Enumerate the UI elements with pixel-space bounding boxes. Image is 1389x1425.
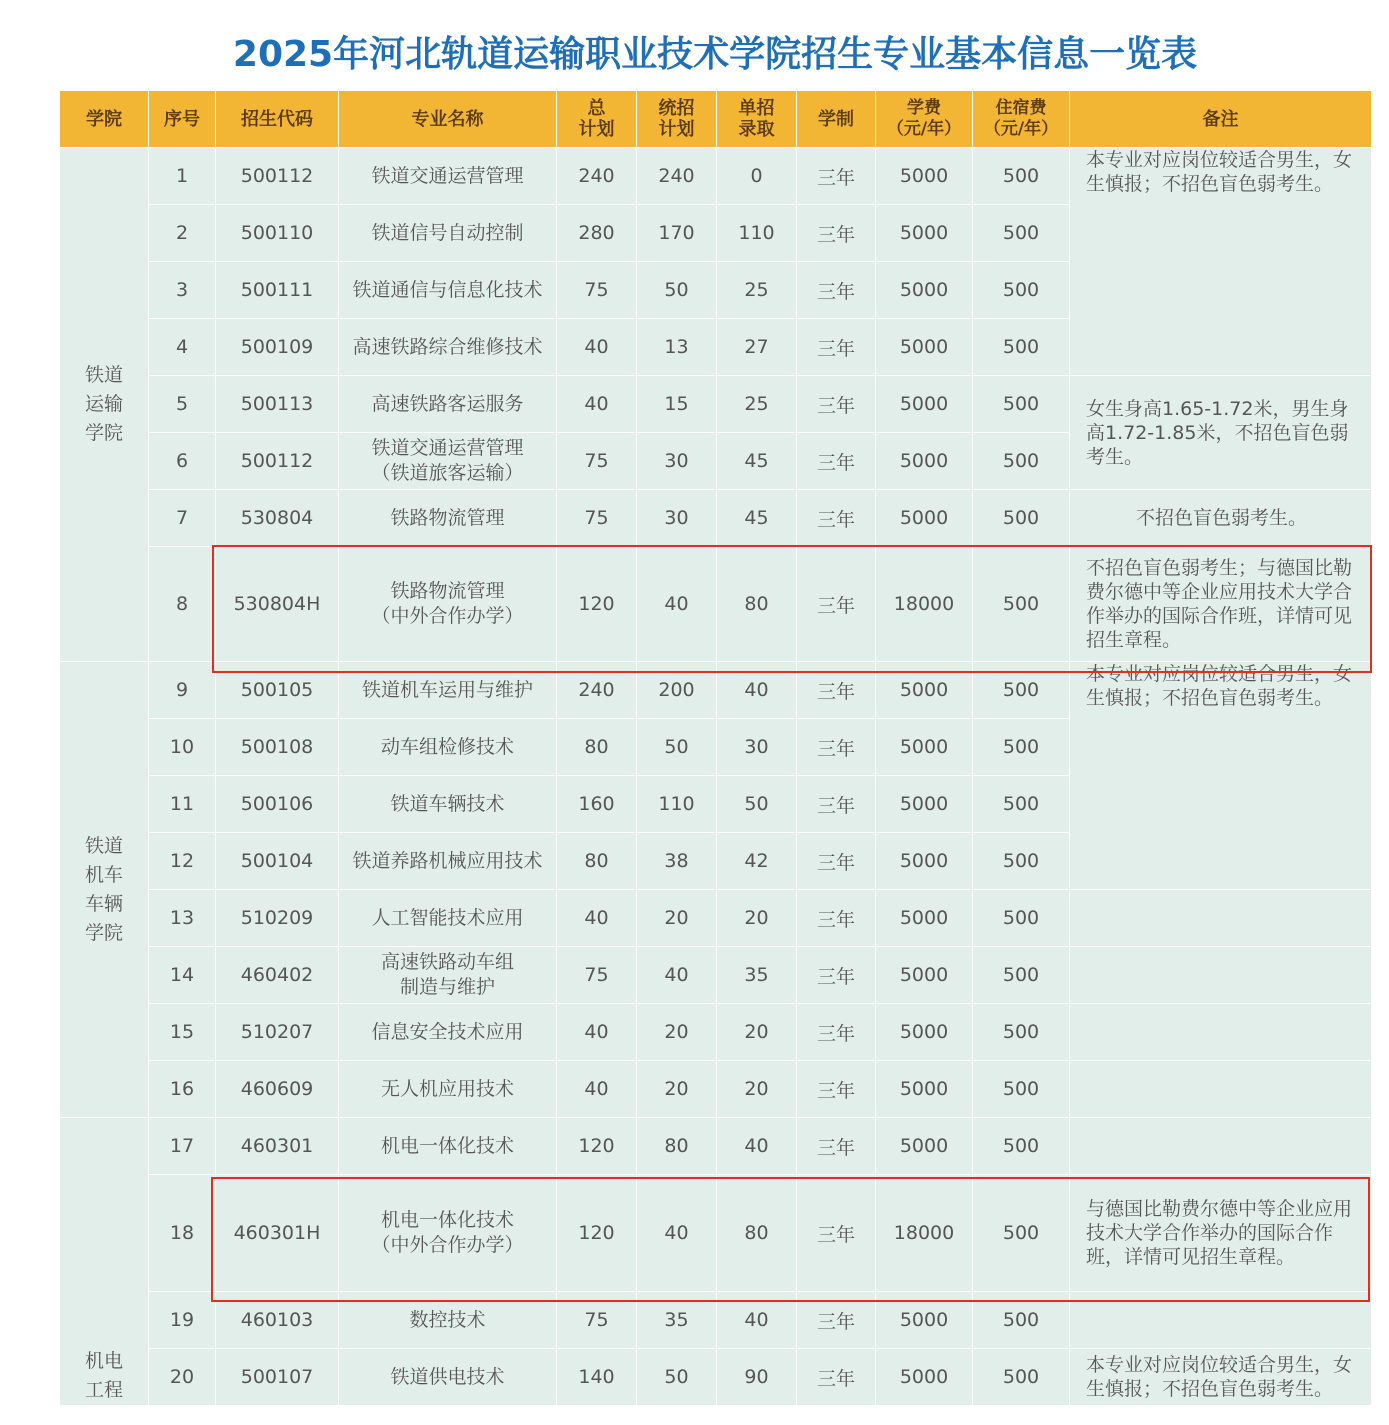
cell-dorm: 500 <box>973 1175 1070 1292</box>
note-cell: 不招色盲色弱考生；与德国比勒费尔德中等企业应用技术大学合作举办的国际合作班，详情可见招生章程。 <box>1070 547 1372 662</box>
cell-seq: 1 <box>149 148 216 205</box>
table-row <box>60 1061 1372 1118</box>
cell-seq: 8 <box>149 547 216 662</box>
cell-dorm: 500 <box>973 662 1070 719</box>
cell-code: 510207 <box>216 1004 339 1061</box>
table-row <box>60 890 1372 947</box>
cell-tuition: 5000 <box>876 490 973 547</box>
cell-tuition: 5000 <box>876 1349 973 1406</box>
cell-tuition: 18000 <box>876 1175 973 1292</box>
header-row <box>60 91 1372 148</box>
table-row <box>60 490 1372 547</box>
cell-name: 机电一体化技术 <box>339 1118 557 1175</box>
cell-duration: 三年 <box>797 662 876 719</box>
header-note: 备注 <box>1070 91 1372 148</box>
note-cell: 本专业对应岗位较适合男生，女生慎报；不招色盲色弱考生。 <box>1070 662 1372 890</box>
cell-tuition: 5000 <box>876 719 973 776</box>
cell-total: 40 <box>557 1061 637 1118</box>
cell-code: 460103 <box>216 1292 339 1349</box>
cell-seq: 3 <box>149 262 216 319</box>
cell-unified: 20 <box>637 890 717 947</box>
cell-name: 数控技术 <box>339 1292 557 1349</box>
cell-name: 机电一体化技术 （中外合作办学） <box>339 1175 557 1292</box>
cell-duration: 三年 <box>797 1292 876 1349</box>
note-cell <box>1070 890 1372 947</box>
cell-tuition: 5000 <box>876 1118 973 1175</box>
cell-unified: 110 <box>637 776 717 833</box>
cell-tuition: 5000 <box>876 1004 973 1061</box>
cell-dorm: 500 <box>973 319 1070 376</box>
cell-name: 铁道信号自动控制 <box>339 205 557 262</box>
cell-dorm: 500 <box>973 376 1070 433</box>
note-cell <box>1070 1292 1372 1349</box>
cell-tuition: 5000 <box>876 433 973 490</box>
cell-seq: 9 <box>149 662 216 719</box>
cell-code: 510209 <box>216 890 339 947</box>
cell-total: 75 <box>557 1292 637 1349</box>
table-row <box>60 947 1372 1004</box>
cell-code: 460301 <box>216 1118 339 1175</box>
cell-total: 120 <box>557 1175 637 1292</box>
note-cell <box>1070 947 1372 1004</box>
cell-name: 铁道车辆技术 <box>339 776 557 833</box>
table-row <box>60 1349 1372 1406</box>
cell-code: 500111 <box>216 262 339 319</box>
cell-name: 铁道交通运营管理 <box>339 148 557 205</box>
header-total: 总 计划 <box>557 91 637 148</box>
note-cell: 本专业对应岗位较适合男生，女生慎报；不招色盲色弱考生。 <box>1070 148 1372 376</box>
note-cell: 本专业对应岗位较适合男生，女生慎报；不招色盲色弱考生。 <box>1070 1349 1372 1406</box>
cell-dorm: 500 <box>973 547 1070 662</box>
cell-name: 铁道供电技术 <box>339 1349 557 1406</box>
cell-total: 75 <box>557 262 637 319</box>
cell-dorm: 500 <box>973 1061 1070 1118</box>
cell-total: 40 <box>557 890 637 947</box>
cell-single: 110 <box>717 205 797 262</box>
cell-tuition: 5000 <box>876 148 973 205</box>
cell-seq: 12 <box>149 833 216 890</box>
note-cell: 不招色盲色弱考生。 <box>1070 490 1372 547</box>
cell-tuition: 5000 <box>876 319 973 376</box>
cell-dorm: 500 <box>973 433 1070 490</box>
cell-total: 80 <box>557 833 637 890</box>
cell-name: 动车组检修技术 <box>339 719 557 776</box>
cell-duration: 三年 <box>797 1061 876 1118</box>
cell-dorm: 500 <box>973 1292 1070 1349</box>
cell-code: 500113 <box>216 376 339 433</box>
cell-single: 80 <box>717 547 797 662</box>
cell-name: 铁道养路机械应用技术 <box>339 833 557 890</box>
school-cell: 铁道 运输 学院 <box>60 148 149 662</box>
note-cell <box>1070 1061 1372 1118</box>
cell-unified: 13 <box>637 319 717 376</box>
cell-duration: 三年 <box>797 319 876 376</box>
cell-single: 0 <box>717 148 797 205</box>
page-title: 2025年河北轨道运输职业技术学院招生专业基本信息一览表 <box>232 34 1198 75</box>
table-row <box>60 1292 1372 1349</box>
cell-tuition: 5000 <box>876 1292 973 1349</box>
cell-single: 20 <box>717 1061 797 1118</box>
note-cell: 女生身高1.65-1.72米，男生身高1.72-1.85米，不招色盲色弱考生。 <box>1070 376 1372 490</box>
cell-dorm: 500 <box>973 490 1070 547</box>
header-dorm: 住宿费 （元/年） <box>973 91 1070 148</box>
cell-single: 20 <box>717 890 797 947</box>
cell-dorm: 500 <box>973 205 1070 262</box>
header-code: 招生代码 <box>216 91 339 148</box>
cell-seq: 18 <box>149 1175 216 1292</box>
cell-single: 30 <box>717 719 797 776</box>
cell-duration: 三年 <box>797 376 876 433</box>
cell-single: 90 <box>717 1349 797 1406</box>
cell-code: 500108 <box>216 719 339 776</box>
cell-total: 120 <box>557 1118 637 1175</box>
cell-duration: 三年 <box>797 490 876 547</box>
cell-tuition: 5000 <box>876 947 973 1004</box>
cell-duration: 三年 <box>797 1118 876 1175</box>
table-row <box>60 547 1372 662</box>
cell-name: 无人机应用技术 <box>339 1061 557 1118</box>
cell-single: 25 <box>717 262 797 319</box>
cell-unified: 35 <box>637 1292 717 1349</box>
cell-single: 20 <box>717 1004 797 1061</box>
cell-seq: 6 <box>149 433 216 490</box>
cell-code: 500106 <box>216 776 339 833</box>
cell-single: 40 <box>717 1292 797 1349</box>
cell-dorm: 500 <box>973 719 1070 776</box>
cell-unified: 80 <box>637 1118 717 1175</box>
cell-unified: 30 <box>637 490 717 547</box>
cell-code: 500105 <box>216 662 339 719</box>
cell-total: 75 <box>557 490 637 547</box>
cell-seq: 5 <box>149 376 216 433</box>
header-seq: 序号 <box>149 91 216 148</box>
cell-single: 50 <box>717 776 797 833</box>
table-row <box>60 1004 1372 1061</box>
cell-name: 铁道交通运营管理 （铁道旅客运输） <box>339 433 557 490</box>
cell-tuition: 5000 <box>876 376 973 433</box>
cell-unified: 200 <box>637 662 717 719</box>
cell-seq: 11 <box>149 776 216 833</box>
cell-seq: 20 <box>149 1349 216 1406</box>
cell-single: 27 <box>717 319 797 376</box>
cell-seq: 16 <box>149 1061 216 1118</box>
cell-code: 500112 <box>216 433 339 490</box>
cell-dorm: 500 <box>973 833 1070 890</box>
cell-name: 信息安全技术应用 <box>339 1004 557 1061</box>
cell-unified: 40 <box>637 947 717 1004</box>
header-single: 单招 录取 <box>717 91 797 148</box>
cell-tuition: 5000 <box>876 205 973 262</box>
cell-code: 460402 <box>216 947 339 1004</box>
cell-code: 500112 <box>216 148 339 205</box>
cell-code: 500109 <box>216 319 339 376</box>
cell-tuition: 5000 <box>876 1061 973 1118</box>
header-unified: 统招 计划 <box>637 91 717 148</box>
cell-unified: 38 <box>637 833 717 890</box>
header-duration: 学制 <box>797 91 876 148</box>
cell-name: 铁道机车运用与维护 <box>339 662 557 719</box>
cell-total: 40 <box>557 1004 637 1061</box>
note-cell <box>1070 1004 1372 1061</box>
cell-code: 460609 <box>216 1061 339 1118</box>
cell-total: 40 <box>557 376 637 433</box>
cell-code: 530804 <box>216 490 339 547</box>
cell-seq: 10 <box>149 719 216 776</box>
cell-tuition: 5000 <box>876 833 973 890</box>
header-name: 专业名称 <box>339 91 557 148</box>
cell-seq: 13 <box>149 890 216 947</box>
cell-unified: 40 <box>637 547 717 662</box>
cell-unified: 50 <box>637 1349 717 1406</box>
cell-name: 人工智能技术应用 <box>339 890 557 947</box>
cell-total: 120 <box>557 547 637 662</box>
cell-seq: 14 <box>149 947 216 1004</box>
cell-seq: 7 <box>149 490 216 547</box>
cell-name: 高速铁路客运服务 <box>339 376 557 433</box>
cell-seq: 2 <box>149 205 216 262</box>
cell-tuition: 5000 <box>876 662 973 719</box>
cell-duration: 三年 <box>797 148 876 205</box>
cell-dorm: 500 <box>973 776 1070 833</box>
cell-duration: 三年 <box>797 262 876 319</box>
cell-duration: 三年 <box>797 1349 876 1406</box>
cell-single: 25 <box>717 376 797 433</box>
cell-code: 530804H <box>216 547 339 662</box>
cell-unified: 15 <box>637 376 717 433</box>
cell-single: 40 <box>717 662 797 719</box>
cell-code: 460301H <box>216 1175 339 1292</box>
cell-tuition: 5000 <box>876 776 973 833</box>
cell-total: 40 <box>557 319 637 376</box>
note-cell: 与德国比勒费尔德中等企业应用技术大学合作举办的国际合作班，详情可见招生章程。 <box>1070 1175 1372 1292</box>
cell-dorm: 500 <box>973 1349 1070 1406</box>
cell-total: 240 <box>557 148 637 205</box>
cell-duration: 三年 <box>797 205 876 262</box>
cell-dorm: 500 <box>973 262 1070 319</box>
cell-single: 42 <box>717 833 797 890</box>
cell-duration: 三年 <box>797 776 876 833</box>
cell-tuition: 5000 <box>876 890 973 947</box>
cell-dorm: 500 <box>973 1118 1070 1175</box>
header-school: 学院 <box>60 91 149 148</box>
cell-unified: 30 <box>637 433 717 490</box>
cell-name: 铁路物流管理 <box>339 490 557 547</box>
cell-total: 140 <box>557 1349 637 1406</box>
cell-total: 240 <box>557 662 637 719</box>
cell-tuition: 18000 <box>876 547 973 662</box>
school-cell: 铁道 机车 车辆 学院 <box>60 662 149 1118</box>
cell-tuition: 5000 <box>876 262 973 319</box>
cell-duration: 三年 <box>797 890 876 947</box>
cell-duration: 三年 <box>797 719 876 776</box>
cell-single: 80 <box>717 1175 797 1292</box>
cell-code: 500110 <box>216 205 339 262</box>
cell-unified: 50 <box>637 719 717 776</box>
cell-code: 500107 <box>216 1349 339 1406</box>
cell-unified: 20 <box>637 1004 717 1061</box>
table-row <box>60 662 1372 719</box>
school-cell: 机电 工程 <box>60 1118 149 1406</box>
cell-single: 40 <box>717 1118 797 1175</box>
header-tuition: 学费 （元/年） <box>876 91 973 148</box>
note-cell <box>1070 1118 1372 1175</box>
table-row <box>60 1118 1372 1175</box>
cell-total: 280 <box>557 205 637 262</box>
cell-name: 高速铁路动车组 制造与维护 <box>339 947 557 1004</box>
cell-duration: 三年 <box>797 1004 876 1061</box>
cell-dorm: 500 <box>973 890 1070 947</box>
cell-unified: 170 <box>637 205 717 262</box>
cell-duration: 三年 <box>797 433 876 490</box>
cell-seq: 4 <box>149 319 216 376</box>
cell-total: 75 <box>557 947 637 1004</box>
cell-seq: 17 <box>149 1118 216 1175</box>
cell-single: 45 <box>717 490 797 547</box>
table-row <box>60 376 1372 433</box>
cell-code: 500104 <box>216 833 339 890</box>
cell-name: 铁道通信与信息化技术 <box>339 262 557 319</box>
cell-dorm: 500 <box>973 1004 1070 1061</box>
cell-seq: 15 <box>149 1004 216 1061</box>
table-row <box>60 148 1372 205</box>
cell-single: 35 <box>717 947 797 1004</box>
cell-duration: 三年 <box>797 833 876 890</box>
cell-total: 80 <box>557 719 637 776</box>
cell-seq: 19 <box>149 1292 216 1349</box>
cell-name: 铁路物流管理 （中外合作办学） <box>339 547 557 662</box>
cell-single: 45 <box>717 433 797 490</box>
admissions-table <box>59 90 1372 1406</box>
cell-duration: 三年 <box>797 547 876 662</box>
cell-unified: 50 <box>637 262 717 319</box>
table-row <box>60 1175 1372 1292</box>
cell-dorm: 500 <box>973 947 1070 1004</box>
cell-unified: 240 <box>637 148 717 205</box>
cell-total: 75 <box>557 433 637 490</box>
cell-duration: 三年 <box>797 1175 876 1292</box>
cell-unified: 20 <box>637 1061 717 1118</box>
cell-duration: 三年 <box>797 947 876 1004</box>
cell-dorm: 500 <box>973 148 1070 205</box>
cell-unified: 40 <box>637 1175 717 1292</box>
cell-total: 160 <box>557 776 637 833</box>
cell-name: 高速铁路综合维修技术 <box>339 319 557 376</box>
